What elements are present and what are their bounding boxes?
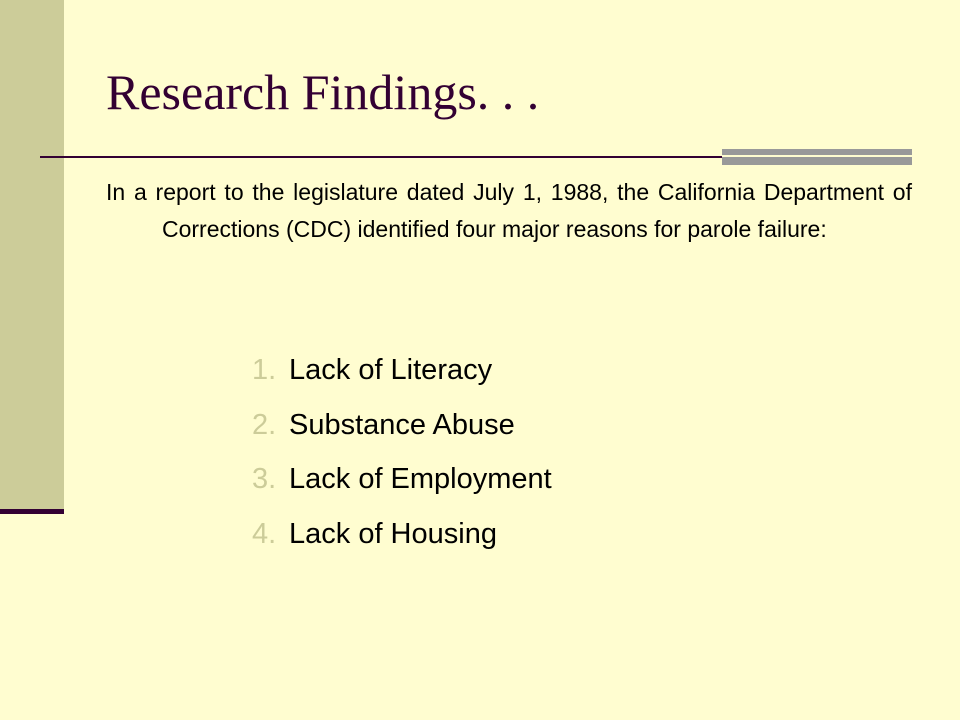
left-accent-bar: [0, 0, 64, 510]
list-item-number: 1.: [252, 354, 277, 386]
list-item: [252, 343, 552, 398]
list-item-number: 3.: [252, 463, 277, 495]
list-item: [252, 507, 552, 562]
list-item-number: 4.: [252, 517, 277, 550]
reasons-list: [252, 343, 552, 561]
left-accent-bar-underline: [0, 509, 64, 514]
list-item: [252, 452, 552, 507]
list-item-text: Substance Abuse: [289, 408, 515, 441]
list-item: [252, 398, 552, 453]
list-item-text: Lack of Employment: [289, 463, 552, 495]
list-item-text: Lack of Literacy: [289, 354, 493, 386]
title-divider-accent: [722, 149, 912, 165]
list-item-text: Lack of Housing: [289, 517, 497, 550]
slide-title: Research Findings. . .: [106, 64, 540, 120]
list-item-number: 2.: [252, 408, 277, 441]
intro-paragraph: In a report to the legislature dated July 1, 1988, the California Department of Corrections (CDC) identified four major reasons for parole failure:: [106, 179, 912, 242]
